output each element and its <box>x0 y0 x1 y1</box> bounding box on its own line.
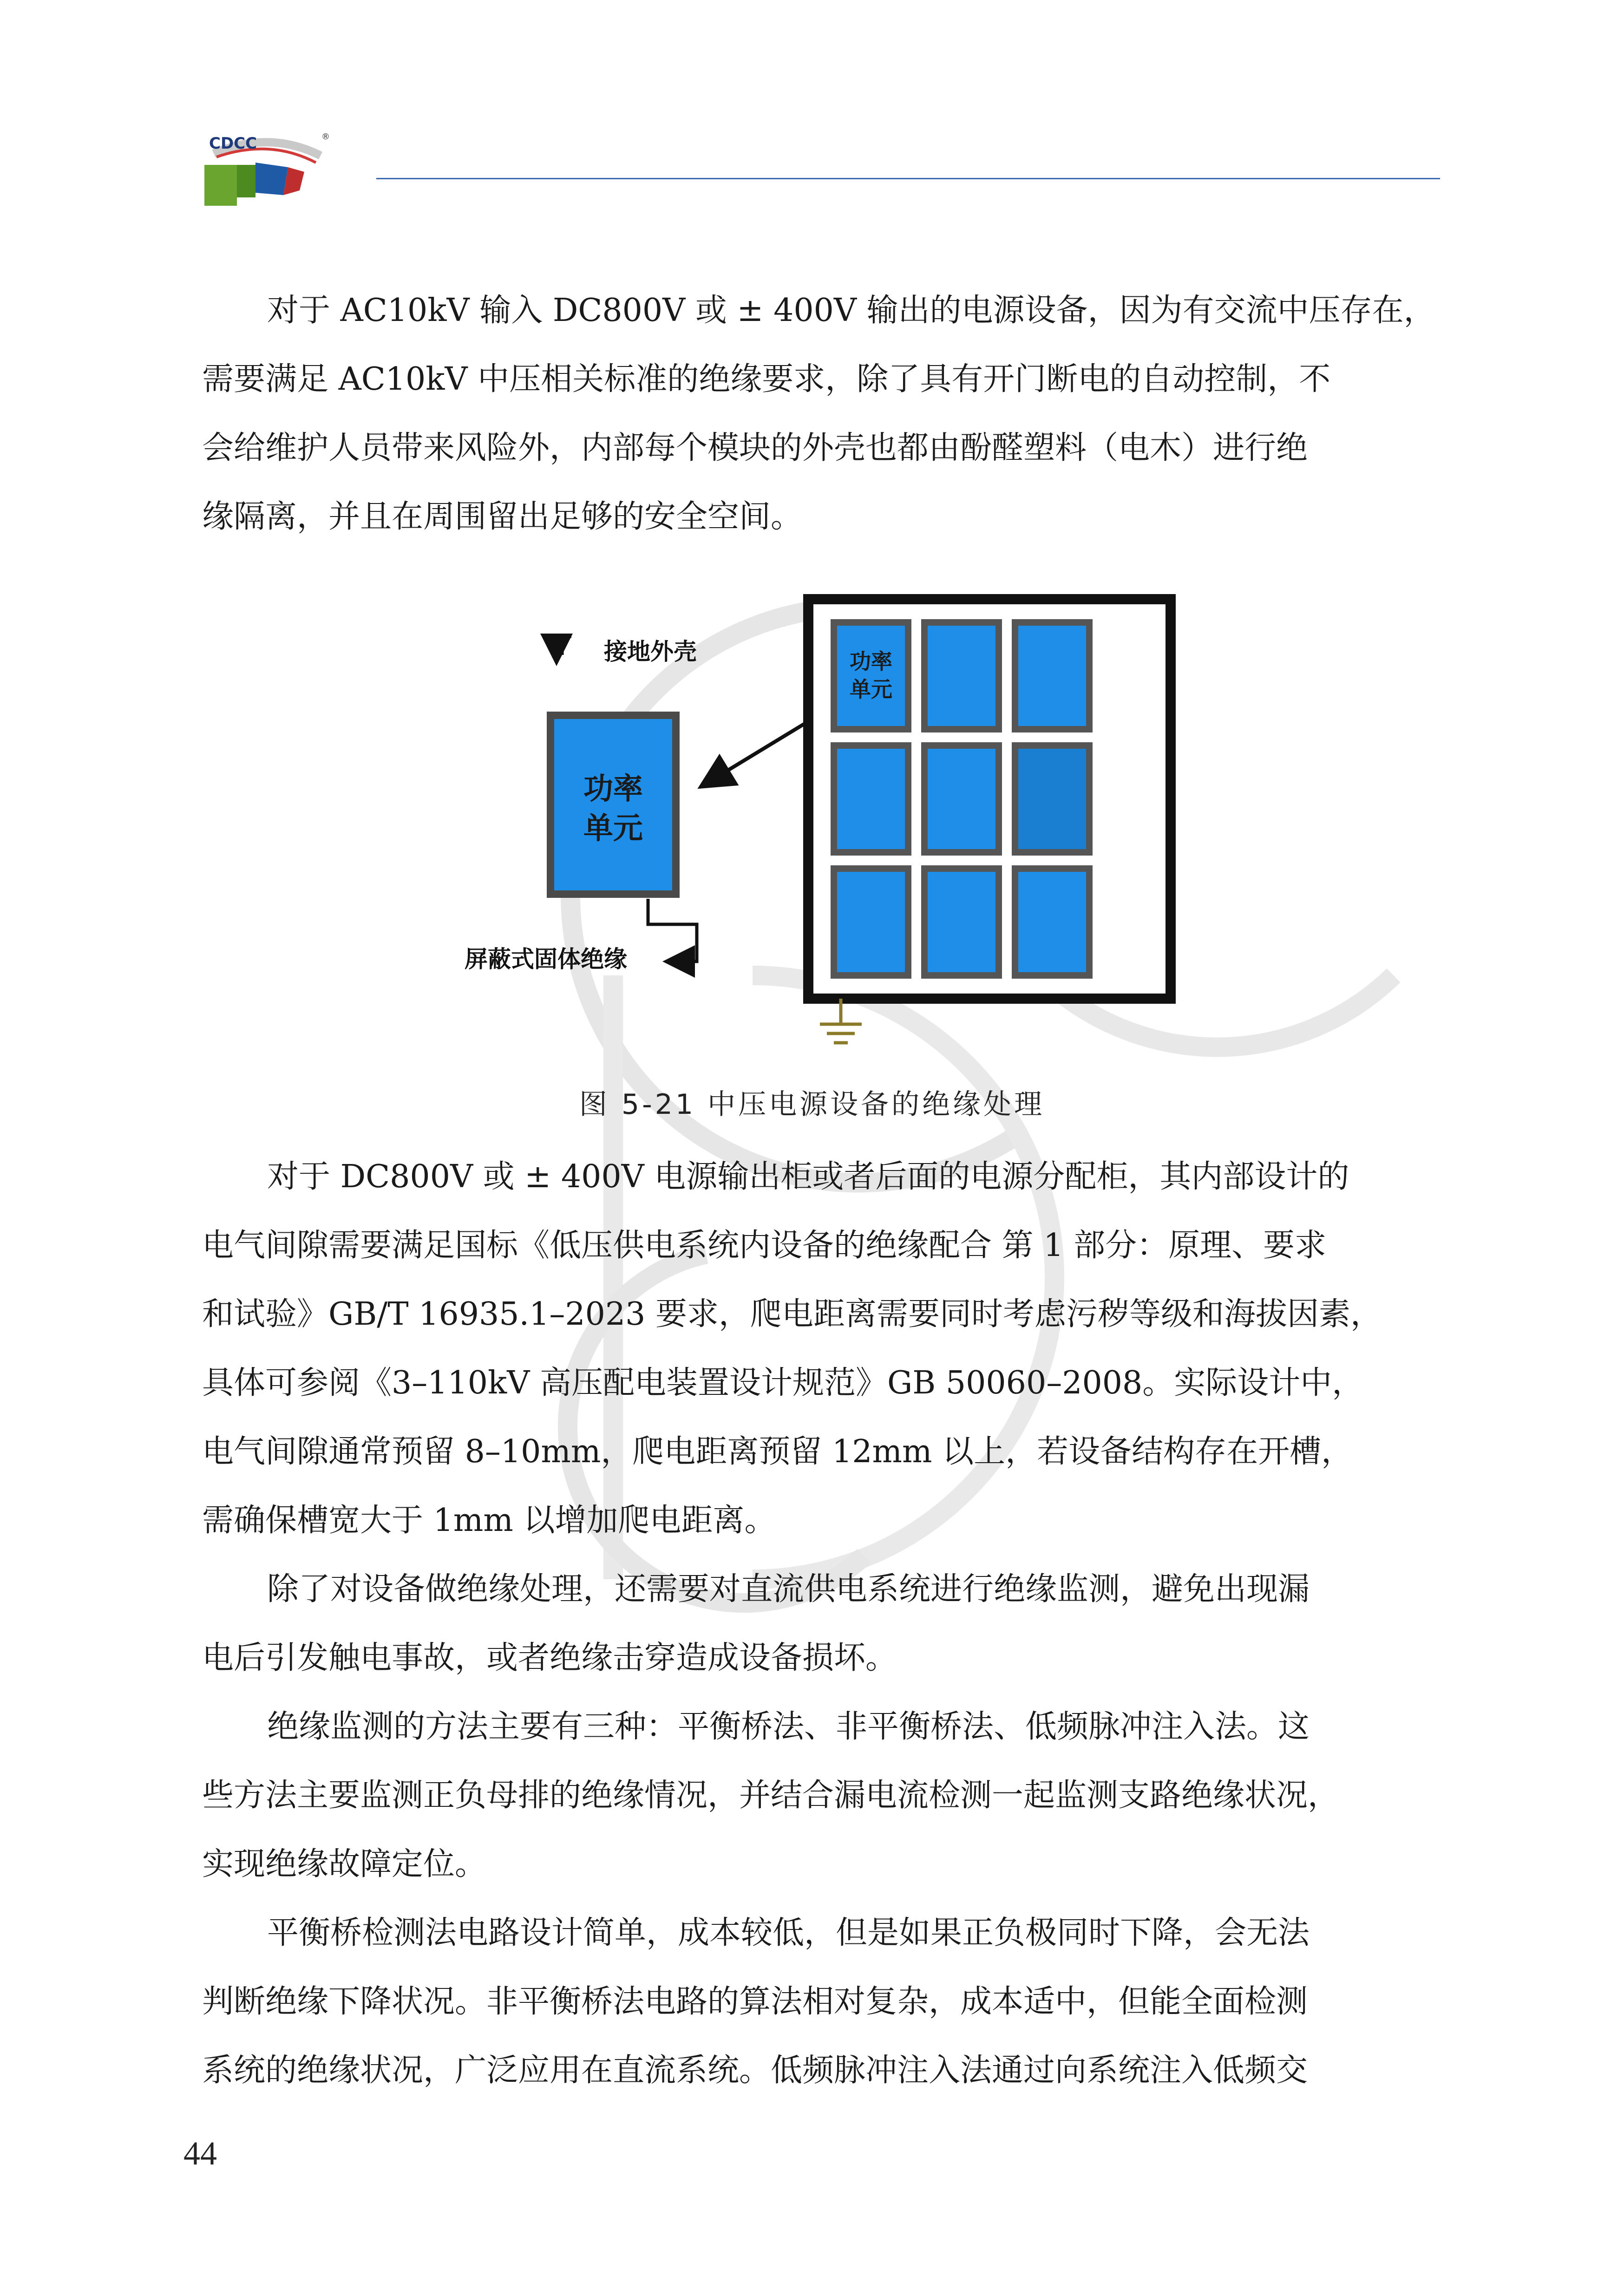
module-grid <box>834 622 1089 975</box>
paragraph-1: 对于 AC10kV 输入 DC800V 或 ± 400V 输出的电源设备，因为有交流中压存在， 需要满足 AC10kV 中压相关标准的绝缘要求，除了具有开门断电的自动控制，不 会给维护人员带来风险外，内部每个模块的外壳也都由酚醛塑料（电木）进行绝 缘隔离，并且在周围留出足够的安全空间。 <box>202 292 1435 535</box>
svg-text:功率: 功率 <box>583 772 643 806</box>
header-rule <box>376 178 1440 179</box>
paragraph-5: 平衡桥检测法电路设计简单，成本较低，但是如果正负极同时下降，会无法 判断绝缘下降状况。非平衡桥法电路的算法相对复杂，成本适中，但能全面检测 系统的绝缘状况，广泛应用在直流系统。低频脉冲注入法通过向系统注入低频交 <box>202 1915 1310 2089</box>
svg-text:®: ® <box>321 132 330 142</box>
ground-shell-label: 接地外壳 <box>604 638 697 665</box>
svg-text:单元: 单元 <box>583 811 643 846</box>
svg-text:功率: 功率 <box>850 649 892 674</box>
page-number: 44 <box>183 2135 217 2172</box>
svg-text:单元: 单元 <box>850 677 892 702</box>
module-9 <box>1015 869 1089 975</box>
cdcc-logo <box>200 121 344 209</box>
module-4 <box>834 745 908 852</box>
paragraph-4: 绝缘监测的方法主要有三种：平衡桥法、非平衡桥法、低频脉冲注入法。这 些方法主要监测正负母排的绝缘情况，并结合漏电流检测一起监测支路绝缘状况， 实现绝缘故障定位。 <box>202 1708 1340 1883</box>
figure-caption: 图 5-21 中压电源设备的绝缘处理 <box>579 1088 1045 1121</box>
module-3 <box>1015 622 1089 729</box>
module-1 <box>834 622 908 729</box>
module-7 <box>834 869 908 975</box>
paragraph-3: 除了对设备做绝缘处理，还需要对直流供电系统进行绝缘监测，避免出现漏 电后引发触电事故，或者绝缘击穿造成设备损坏。 <box>202 1571 1310 1676</box>
insulation-arrow <box>648 899 697 961</box>
module-8 <box>924 869 999 975</box>
shielded-insulation-label: 屏蔽式固体绝缘 <box>465 946 627 973</box>
module-5 <box>924 745 999 852</box>
insulation-diagram <box>437 590 1189 1068</box>
module-2 <box>924 622 999 729</box>
paragraph-2: 对于 DC800V 或 ± 400V 电源输出柜或者后面的电源分配柜，其内部设计的 电气间隙需要满足国标《低压供电系统内设备的绝缘配合 第 1 部分：原理、要求 和试验》GB/T 16935.1–2023 要求，爬电距离需要同时考虑污秽等级和海拔因素， 具体可参阅《3–110kV 高压配电装置设计规范》GB 50060–2008。实际设计中， 电气间隙通常预留 8–10mm，爬电距离预留 12mm 以上，若设备结构存在开槽， 需确保槽宽大于 1mm 以增加爬电距离。 <box>202 1158 1382 1539</box>
logo-text: CDCC <box>209 134 257 153</box>
module-6 <box>1015 745 1089 852</box>
ground-icon <box>820 999 862 1043</box>
